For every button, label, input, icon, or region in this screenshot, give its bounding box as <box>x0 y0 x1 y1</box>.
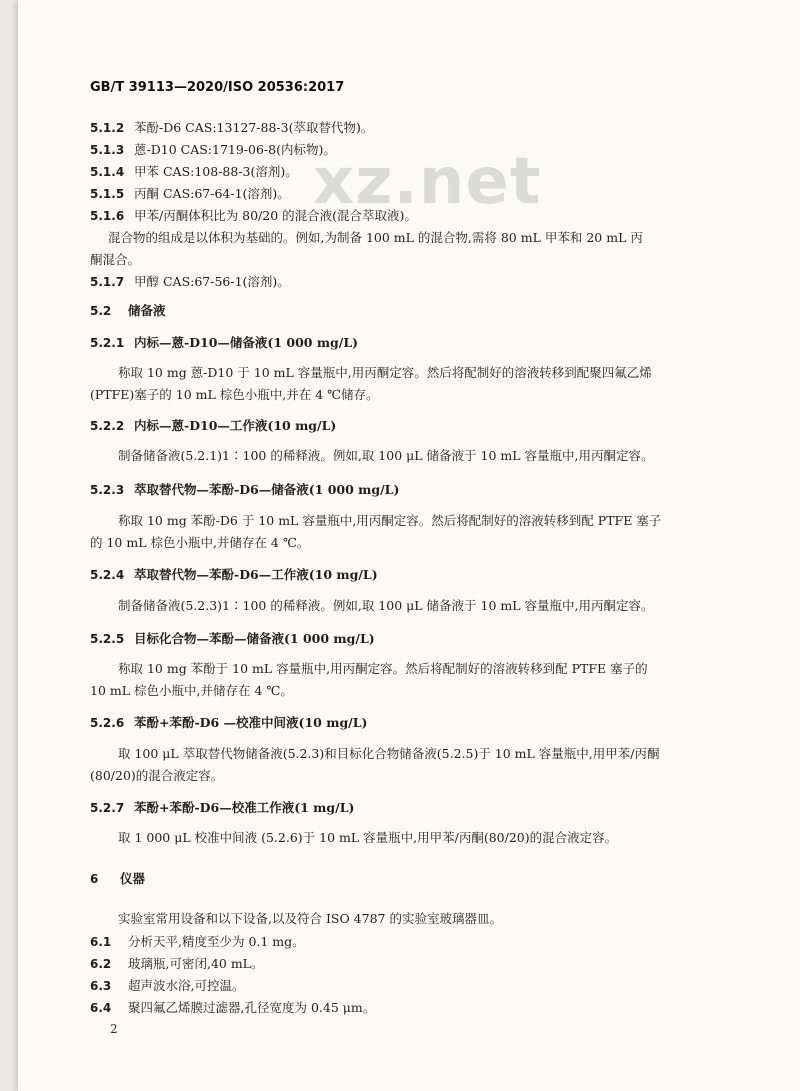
section-number: 5.2.3 <box>90 483 125 497</box>
paragraph-line: 称取 10 mg 苯酚-D6 于 10 mL 容量瓶中,用丙酮定容。然后将配制好的溶液转移到配 PTFE 塞子 <box>118 513 662 528</box>
item-text: 玻璃瓶,可密闭,40 mL。 <box>128 956 264 971</box>
list-item <box>90 141 336 159</box>
paragraph-line: 取 100 μL 萃取替代物储备液(5.2.3)和目标化合物储备液(5.2.5)于 10 mL 容量瓶中,用甲苯/丙酮 <box>118 746 660 761</box>
section-number: 5.2 <box>90 304 112 318</box>
item-text: 分析天平,精度至少为 0.1 mg。 <box>128 934 305 949</box>
section-number: 5.2.6 <box>90 716 125 730</box>
item-text: 甲苯 CAS:108-88-3(溶剂)。 <box>134 164 298 179</box>
item-text: 蒽-D10 CAS:1719-06-8(内标物)。 <box>134 142 336 157</box>
list-item <box>90 933 305 951</box>
paragraph-line: 实验室常用设备和以下设备,以及符合 ISO 4787 的实验室玻璃器皿。 <box>118 911 502 926</box>
paragraph-line: 称取 10 mg 蒽-D10 于 10 mL 容量瓶中,用丙酮定容。然后将配制好的溶液转移到配聚四氟乙烯 <box>118 365 652 380</box>
item-number: 5.1.5 <box>90 187 125 201</box>
item-number: 6.3 <box>90 979 112 993</box>
paragraph-line: 混合物的组成是以体积为基础的。例如,为制备 100 mL 的混合物,需将 80 mL 甲苯和 20 mL 丙 <box>108 230 643 245</box>
list-item <box>90 185 290 203</box>
section-title: 苯酚+苯酚-D6 —校准中间液(10 mg/L) <box>134 715 368 730</box>
item-number: 5.1.3 <box>90 143 125 157</box>
section-heading <box>90 302 166 320</box>
paragraph-line: 10 mL 棕色小瓶中,并储存在 4 ℃。 <box>90 683 293 698</box>
watermark: xz.net <box>313 145 542 219</box>
page-number: 2 <box>110 1022 118 1036</box>
list-item <box>90 977 244 995</box>
section-title: 萃取替代物—苯酚-D6—储备液(1 000 mg/L) <box>134 482 400 497</box>
item-text: 超声波水浴,可控温。 <box>128 978 245 993</box>
paragraph-line: (PTFE)塞子的 10 mL 棕色小瓶中,并在 4 ℃储存。 <box>90 387 379 402</box>
section-heading <box>90 870 145 888</box>
section-title: 内标—蒽-D10—储备液(1 000 mg/L) <box>134 335 359 350</box>
paragraph-line: 酮混合。 <box>90 252 141 267</box>
subsection-heading <box>90 334 358 352</box>
item-text: 甲苯/丙酮体积比为 80/20 的混合液(混合萃取液)。 <box>134 208 417 223</box>
section-title: 目标化合物—苯酚—储备液(1 000 mg/L) <box>134 631 375 646</box>
section-number: 5.2.2 <box>90 419 125 433</box>
paragraph-line: 取 1 000 μL 校准中间液 (5.2.6)于 10 mL 容量瓶中,用甲苯/丙酮(80/20)的混合液定容。 <box>118 830 618 845</box>
paragraph-line: (80/20)的混合液定容。 <box>90 768 224 783</box>
section-title: 内标—蒽-D10—工作液(10 mg/L) <box>134 418 337 433</box>
item-text: 聚四氟乙烯膜过滤器,孔径宽度为 0.45 μm。 <box>128 1000 376 1015</box>
item-number: 5.1.7 <box>90 275 125 289</box>
subsection-heading <box>90 566 378 584</box>
section-title: 储备液 <box>128 303 166 318</box>
subsection-heading <box>90 799 354 817</box>
list-item <box>90 119 373 137</box>
list-item <box>90 955 263 973</box>
subsection-heading <box>90 714 367 732</box>
item-number: 6.2 <box>90 957 112 971</box>
paragraph-line: 称取 10 mg 苯酚于 10 mL 容量瓶中,用丙酮定容。然后将配制好的溶液转移到配 PTFE 塞子的 <box>118 661 648 676</box>
list-item <box>90 273 290 291</box>
item-number: 5.1.4 <box>90 165 125 179</box>
item-number: 5.1.6 <box>90 209 125 223</box>
section-title: 萃取替代物—苯酚-D6—工作液(10 mg/L) <box>134 567 378 582</box>
document-page <box>18 0 800 1091</box>
paragraph-line: 制备储备液(5.2.1)1∶100 的稀释液。例如,取 100 μL 储备液于 10 mL 容量瓶中,用丙酮定容。 <box>118 448 654 463</box>
section-number: 5.2.5 <box>90 632 125 646</box>
item-number: 6.4 <box>90 1001 112 1015</box>
subsection-heading <box>90 417 336 435</box>
list-item <box>90 163 298 181</box>
subsection-heading <box>90 630 375 648</box>
item-number: 5.1.2 <box>90 121 125 135</box>
standard-header: GB/T 39113—2020/ISO 20536:2017 <box>90 80 345 95</box>
list-item <box>90 999 375 1017</box>
list-item <box>90 207 417 225</box>
section-number: 5.2.1 <box>90 336 125 350</box>
section-title: 苯酚+苯酚-D6—校准工作液(1 mg/L) <box>134 800 355 815</box>
section-number: 6 <box>90 872 99 886</box>
item-number: 6.1 <box>90 935 112 949</box>
paragraph-line: 的 10 mL 棕色小瓶中,并储存在 4 ℃。 <box>90 535 310 550</box>
item-text: 甲醇 CAS:67-56-1(溶剂)。 <box>134 274 290 289</box>
item-text: 丙酮 CAS:67-64-1(溶剂)。 <box>134 186 290 201</box>
section-title: 仪器 <box>120 871 146 886</box>
paragraph-line: 制备储备液(5.2.3)1∶100 的稀释液。例如,取 100 μL 储备液于 10 mL 容量瓶中,用丙酮定容。 <box>118 598 654 613</box>
item-text: 苯酚-D6 CAS:13127-88-3(萃取替代物)。 <box>134 120 374 135</box>
section-number: 5.2.7 <box>90 801 125 815</box>
section-number: 5.2.4 <box>90 568 125 582</box>
subsection-heading <box>90 481 399 499</box>
